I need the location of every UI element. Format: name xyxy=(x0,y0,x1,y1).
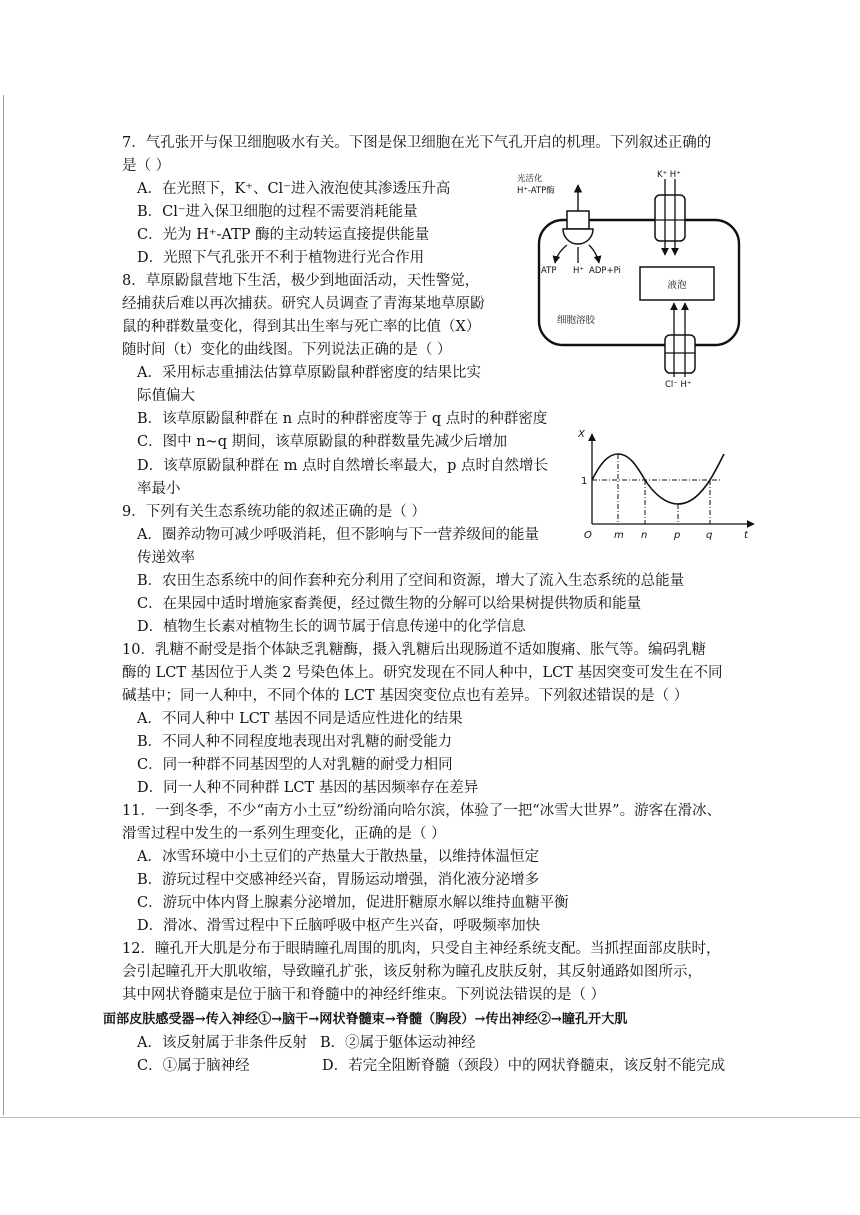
q9-option-c: C．在果园中适时增施家畜粪便，经过微生物的分解可以给果树提供物质和能量 xyxy=(137,596,642,612)
cl-h-channel xyxy=(665,303,695,377)
scan-left-edge xyxy=(3,95,4,1115)
q12-option-a: A．该反射属于非条件反射 xyxy=(137,1035,307,1051)
q10-option-d: D．同一人种不同种群 LCT 基因的基因频率存在差异 xyxy=(137,780,479,796)
q12-stem-line3: 其中网状脊髓束是位于脑干和脊髓中的神经纤维束。下列说法错误的是（ ） xyxy=(122,987,606,1003)
n-label: n xyxy=(641,530,648,540)
q8-option-d-line2: 率最小 xyxy=(137,481,181,497)
guard-cell-diagram xyxy=(505,165,750,390)
pump-label-1: 光活化 xyxy=(517,174,543,184)
q10-stem-line3: 碱基中；同一人种中，不同个体的 LCT 基因突变位点也有差异。下列叙述错误的是（ ） xyxy=(122,688,689,704)
q8-option-a-line2: 际值偏大 xyxy=(137,388,195,404)
y-axis-label: X xyxy=(578,429,585,440)
q8-stem-line1: 8．草原鼢鼠营地下生活，极少到地面活动，天性警觉， xyxy=(122,273,480,289)
q12-reflex-pathway: 面部皮肤感受器→传入神经①→脑干→网状脊髓束→脊髓（胸段）→传出神经②→瞳孔开大肌 xyxy=(103,1012,628,1027)
q12-stem-line1: 12．瞳孔开大肌是分布于眼睛瞳孔周围的肌肉，只受自主神经系统支配。当抓捏面部皮肤时， xyxy=(122,941,721,957)
q8-stem-line2: 经捕获后难以再次捕获。研究人员调查了青海某地草原鼢 xyxy=(122,296,485,312)
h-plus-label: H⁺ xyxy=(573,266,584,276)
q12-option-d: D．若完全阻断脊髓（颈段）中的网状脊髓束，该反射不能完成 xyxy=(322,1058,726,1074)
pump-label-2: H⁺-ATP酶 xyxy=(517,186,555,196)
p-label: p xyxy=(674,530,681,540)
cytosol-label: 细胞溶胶 xyxy=(557,315,596,326)
m-label: m xyxy=(614,530,624,540)
q10-stem-line2: 酶的 LCT 基因位于人类 2 号染色体上。研究发现在不同人种中，LCT 基因突变可发生在不同 xyxy=(122,665,723,681)
q11-option-c: C．游玩中体内肾上腺素分泌增加，促进肝糖原水解以维持血糖平衡 xyxy=(137,895,569,911)
q11-stem-line1: 11．一到冬季，不少“南方小土豆”纷纷涌向哈尔滨，体验了一把“冰雪大世界”。游客在滑冰、 xyxy=(122,803,722,819)
q9-option-a-line1: A．圈养动物可减少呼吸消耗，但不影响与下一营养级间的能量 xyxy=(137,527,539,543)
q8-stem-line3: 鼠的种群数量变化，得到其出生率与死亡率的比值（X） xyxy=(122,319,481,335)
t-label: t xyxy=(744,530,748,540)
origin-label: O xyxy=(584,530,592,540)
ratio-curve xyxy=(592,454,724,504)
q7-stem-line1: 7．气孔张开与保卫细胞吸水有关。下图是保卫细胞在光下气孔开启的机理。下列叙述正确的 xyxy=(122,135,712,151)
q8-option-c: C．图中 n~q 期间，该草原鼢鼠的种群数量先减少后增加 xyxy=(137,434,508,450)
q9-stem: 9．下列有关生态系统功能的叙述正确的是（ ） xyxy=(122,504,426,520)
q8-option-a-line1: A．采用标志重捕法估算草原鼢鼠种群密度的结果比实 xyxy=(137,365,481,381)
q11-stem-line2: 滑雪过程中发生的一系列生理变化，正确的是（ ） xyxy=(122,826,446,842)
bottom-ions-label: Cl⁻ H⁺ xyxy=(665,380,692,390)
k-h-channel xyxy=(655,179,685,255)
q10-option-b: B．不同人种不同程度地表现出对乳糖的耐受能力 xyxy=(137,734,453,750)
birth-death-ratio-graph xyxy=(578,428,760,540)
q7-option-d: D．光照下气孔张开不利于植物进行光合作用 xyxy=(137,250,425,266)
atp-label: ATP xyxy=(541,266,557,276)
q8-option-b: B．该草原鼢鼠种群在 n 点时的种群密度等于 q 点时的种群密度 xyxy=(137,411,548,427)
q-label: q xyxy=(706,530,713,540)
q9-option-a-line2: 传递效率 xyxy=(137,550,195,566)
q12-option-b: B．②属于躯体运动神经 xyxy=(320,1035,476,1051)
q12-option-c: C．①属于脑神经 xyxy=(137,1058,250,1074)
adp-pi-label: ADP+Pi xyxy=(589,266,621,276)
top-ions-label: K⁺ H⁺ xyxy=(657,170,681,180)
y-one-label: 1 xyxy=(581,476,588,487)
q11-option-a: A．冰雪环境中小土豆们的产热量大于散热量，以维持体温恒定 xyxy=(137,849,539,865)
q11-option-b: B．游玩过程中交感神经兴奋，胃肠运动增强，消化液分泌增多 xyxy=(137,872,540,888)
q8-stem-line4: 随时间（t）变化的曲线图。下列说法正确的是（ ） xyxy=(122,342,452,358)
q9-option-b: B．农田生态系统中的间作套种充分利用了空间和资源，增大了流入生态系统的总能量 xyxy=(137,573,685,589)
q7-option-b: B．Cl⁻进入保卫细胞的过程不需要消耗能量 xyxy=(137,204,418,220)
q7-stem-line2: 是（ ） xyxy=(122,158,171,174)
q10-option-c: C．同一种群不同基因型的人对乳糖的耐受力相同 xyxy=(137,757,453,773)
q7-option-c: C．光为 H⁺-ATP 酶的主动转运直接提供能量 xyxy=(137,227,430,243)
q10-option-a: A．不同人种中 LCT 基因不同是适应性进化的结果 xyxy=(137,711,463,727)
q8-option-d-line1: D．该草原鼢鼠种群在 m 点时自然增长率最大，p 点时自然增长 xyxy=(137,458,548,474)
q12-stem-line2: 会引起瞳孔开大肌收缩，导致瞳孔扩张，该反射称为瞳孔皮肤反射，其反射通路如图所示， xyxy=(122,964,702,980)
q9-option-d: D．植物生长素对植物生长的调节属于信息传递中的化学信息 xyxy=(137,619,526,635)
vacuole-label: 液泡 xyxy=(667,280,687,291)
q10-stem-line1: 10．乳糖不耐受是指个体缺乏乳糖酶，摄入乳糖后出现肠道不适如腹痛、胀气等。编码乳糖 xyxy=(122,642,706,658)
q7-option-a: A．在光照下，K⁺、Cl⁻进入液泡使其渗透压升高 xyxy=(137,181,451,197)
scan-bottom-edge xyxy=(0,1117,860,1118)
proton-pump xyxy=(555,185,599,263)
q11-option-d: D．滑冰、滑雪过程中下丘脑呼吸中枢产生兴奋，呼吸频率加快 xyxy=(137,918,541,934)
